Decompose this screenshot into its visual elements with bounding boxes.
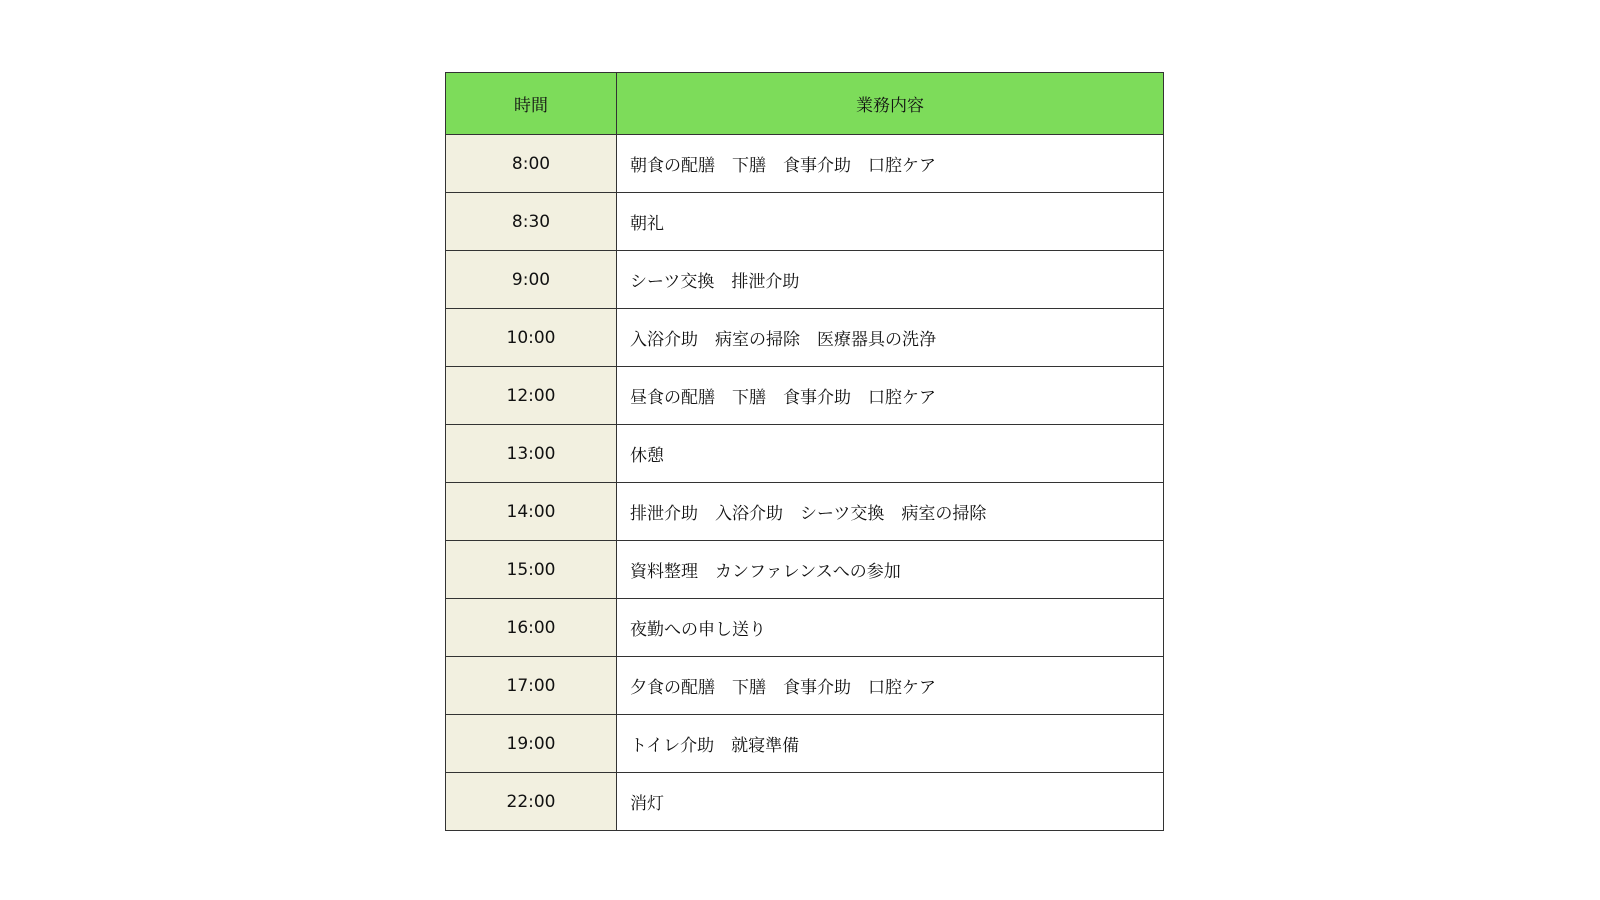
table-row: [446, 773, 1164, 831]
time-cell: 17:00: [446, 657, 617, 715]
task-cell: 資料整理 カンファレンスへの参加: [617, 541, 1164, 599]
time-cell: 15:00: [446, 541, 617, 599]
time-cell: 8:00: [446, 135, 617, 193]
table-row: [446, 541, 1164, 599]
time-cell: 16:00: [446, 599, 617, 657]
task-cell: 昼食の配膳 下膳 食事介助 口腔ケア: [617, 367, 1164, 425]
table-row: [446, 251, 1164, 309]
time-cell: 19:00: [446, 715, 617, 773]
header-tasks: 業務内容: [617, 73, 1164, 135]
time-cell: 8:30: [446, 193, 617, 251]
table-row: [446, 367, 1164, 425]
task-cell: 朝礼: [617, 193, 1164, 251]
task-cell: 排泄介助 入浴介助 シーツ交換 病室の掃除: [617, 483, 1164, 541]
table-row: [446, 425, 1164, 483]
table-row: [446, 309, 1164, 367]
table-header-row: [446, 73, 1164, 135]
daily-schedule-table: [445, 72, 1164, 831]
task-cell: 休憩: [617, 425, 1164, 483]
task-cell: 入浴介助 病室の掃除 医療器具の洗浄: [617, 309, 1164, 367]
task-cell: 消灯: [617, 773, 1164, 831]
time-cell: 9:00: [446, 251, 617, 309]
time-cell: 13:00: [446, 425, 617, 483]
time-cell: 12:00: [446, 367, 617, 425]
table-row: [446, 135, 1164, 193]
header-time: 時間: [446, 73, 617, 135]
time-cell: 10:00: [446, 309, 617, 367]
table-row: [446, 599, 1164, 657]
task-cell: シーツ交換 排泄介助: [617, 251, 1164, 309]
task-cell: 夕食の配膳 下膳 食事介助 口腔ケア: [617, 657, 1164, 715]
table-row: [446, 483, 1164, 541]
table-row: [446, 193, 1164, 251]
time-cell: 22:00: [446, 773, 617, 831]
time-cell: 14:00: [446, 483, 617, 541]
table-row: [446, 657, 1164, 715]
task-cell: 朝食の配膳 下膳 食事介助 口腔ケア: [617, 135, 1164, 193]
task-cell: 夜勤への申し送り: [617, 599, 1164, 657]
task-cell: トイレ介助 就寝準備: [617, 715, 1164, 773]
table-row: [446, 715, 1164, 773]
